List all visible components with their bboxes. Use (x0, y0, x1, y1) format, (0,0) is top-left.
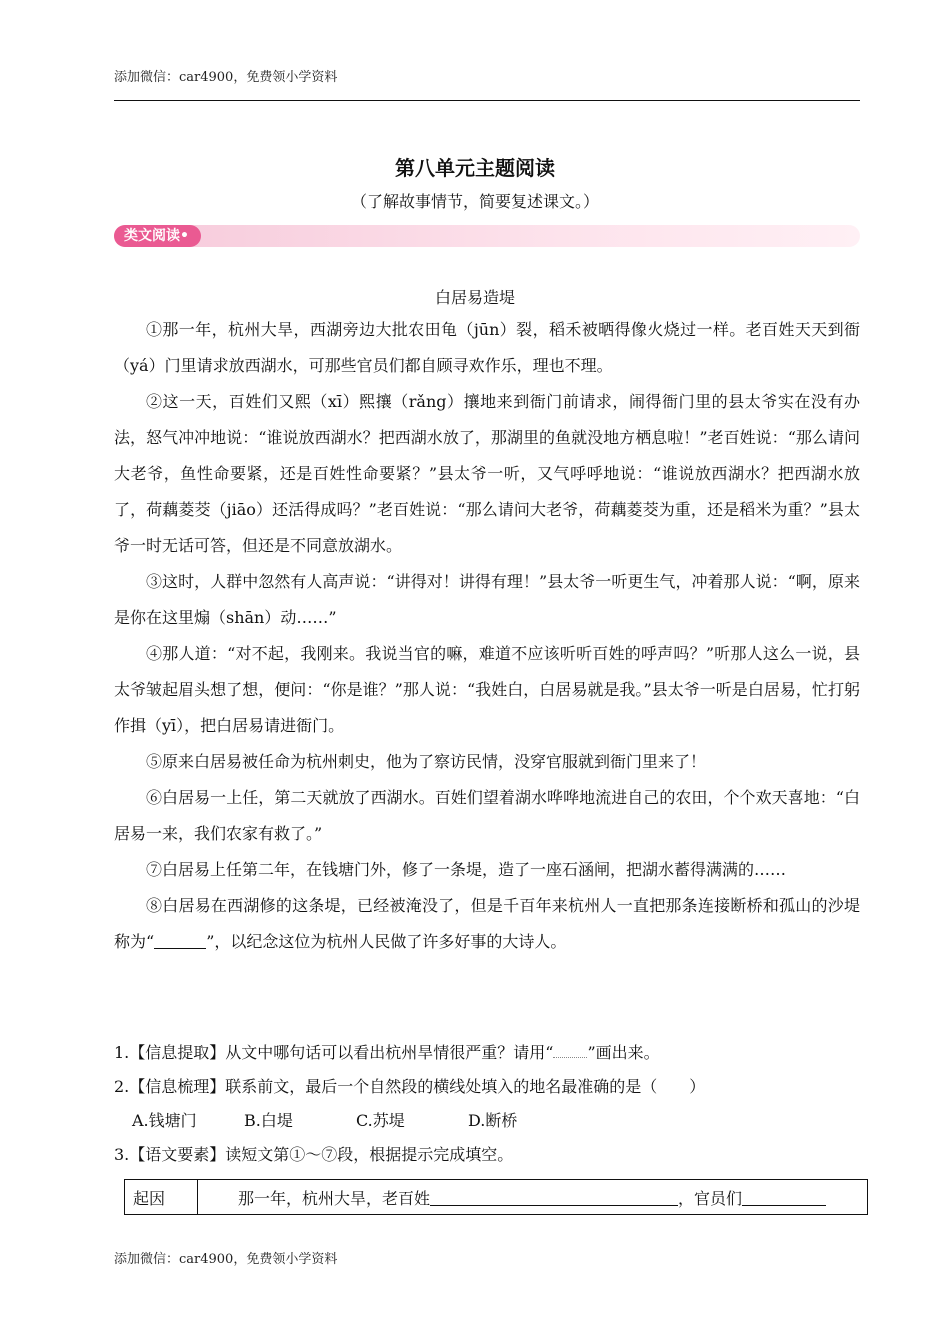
questions (114, 1036, 860, 1172)
page-title: 第八单元主题阅读 (395, 156, 555, 180)
answer-blank[interactable] (154, 932, 206, 949)
story-title: 白居易造堤 (434, 288, 515, 307)
page-footer: 添加微信：car4900，免费领小学资料 (114, 1252, 338, 1267)
paragraph-3: ③这时，人群中忽然有人高声说：“讲得对！讲得有理！”县太爷一听更生气，冲着那人说：“啊，原来是你在这里煽（shān）动……” (114, 572, 860, 627)
page-subtitle: （了解故事情节，简要复述课文。） (350, 192, 599, 211)
paragraph-2: ②这一天，百姓们又熙（xī）熙攘（rǎng）攘地来到衙门前请求，闹得衙门里的县太爷实在没有办法，怒气冲冲地说：“谁说放西湖水？把西湖水放了，那湖里的鱼就没地方栖息啦！”老百姓说：“那么请问大老爷，鱼性命要紧，还是百姓性命要紧？”县太爷一听，又气呼呼地说：“谁说放西湖水？把西湖水放了，荷藕菱茭（jiāo）还活得成吗？”老百姓说：“那么请问大老爷，荷藕菱茭为重，还是稻米为重？”县太爷一时无话可答，但还是不同意放湖水。 (114, 392, 860, 555)
wavy-line-mark (553, 1044, 587, 1058)
page-header: 添加微信：car4900，免费领小学资料 (114, 70, 338, 85)
cause-text-b: ，官员们 (678, 1188, 743, 1208)
fill-blank-people[interactable] (430, 1189, 678, 1206)
paragraph-8 (114, 888, 860, 960)
section-label: 类文阅读• (114, 225, 201, 247)
row-label-cause: 起因 (125, 1180, 198, 1215)
option-c[interactable]: C.苏堤 (356, 1111, 405, 1130)
paragraph-1: ①那一年，杭州大旱，西湖旁边大批农田龟（jūn）裂，稻禾被晒得像火烧过一样。老百姓天天到衙（yá）门里请求放西湖水，可那些官员们都自顾寻欢作乐，理也不理。 (114, 320, 860, 375)
question-1-text-end: ”画出来。 (587, 1043, 660, 1062)
paragraph-8-part-b: ”，以纪念这位为杭州人民做了许多好事的大诗人。 (206, 932, 567, 951)
paragraph-5: ⑤原来白居易被任命为杭州刺史，他为了察访民情，没穿官服就到衙门里来了！ (146, 752, 707, 771)
paragraph-4: ④那人道：“对不起，我刚来。我说当官的嘛，难道不应该听听百姓的呼声吗？”听那人这么一说，县太爷皱起眉头想了想，便问：“你是谁？”那人说：“我姓白，白居易就是我。”县太爷一听是白居易，忙打躬作揖（yī），把白居易请进衙门。 (114, 644, 860, 735)
paragraph-8-part-a: ⑧白居易在西湖修的这条堤，已经被淹没了，但是千百年来杭州人一直把那条连接断桥和孤山的沙堤称为“ (114, 896, 860, 951)
story-body (114, 312, 860, 960)
option-b[interactable]: B.白堤 (244, 1111, 293, 1130)
fill-blank-officials[interactable] (742, 1189, 826, 1206)
question-3: 3.【语文要素】读短文第①～⑦段，根据提示完成填空。 (114, 1145, 514, 1164)
question-2: 2.【信息梳理】联系前文，最后一个自然段的横线处填入的地名最准确的是（ ） (114, 1077, 706, 1096)
question-2-options (114, 1104, 860, 1138)
option-d[interactable]: D.断桥 (468, 1111, 518, 1130)
header-divider (114, 100, 860, 101)
cause-text-a: 那一年，杭州大旱，老百姓 (238, 1188, 431, 1208)
paragraph-6: ⑥白居易一上任，第二天就放了西湖水。百姓们望着湖水哗哗地流进自己的农田，个个欢天喜地：“白居易一来，我们农家有救了。” (114, 788, 860, 843)
answer-table (124, 1179, 868, 1215)
question-1 (114, 1036, 860, 1070)
section-band (114, 225, 860, 247)
paragraph-7: ⑦白居易上任第二年，在钱塘门外，修了一条堤，造了一座石涵闸，把湖水蓄得满满的…… (146, 860, 787, 879)
question-1-text: 1.【信息提取】从文中哪句话可以看出杭州旱情很严重？请用“ (114, 1043, 554, 1062)
row-content-cause (198, 1180, 868, 1215)
table-row (125, 1180, 868, 1215)
option-a[interactable]: A.钱塘门 (132, 1111, 197, 1130)
